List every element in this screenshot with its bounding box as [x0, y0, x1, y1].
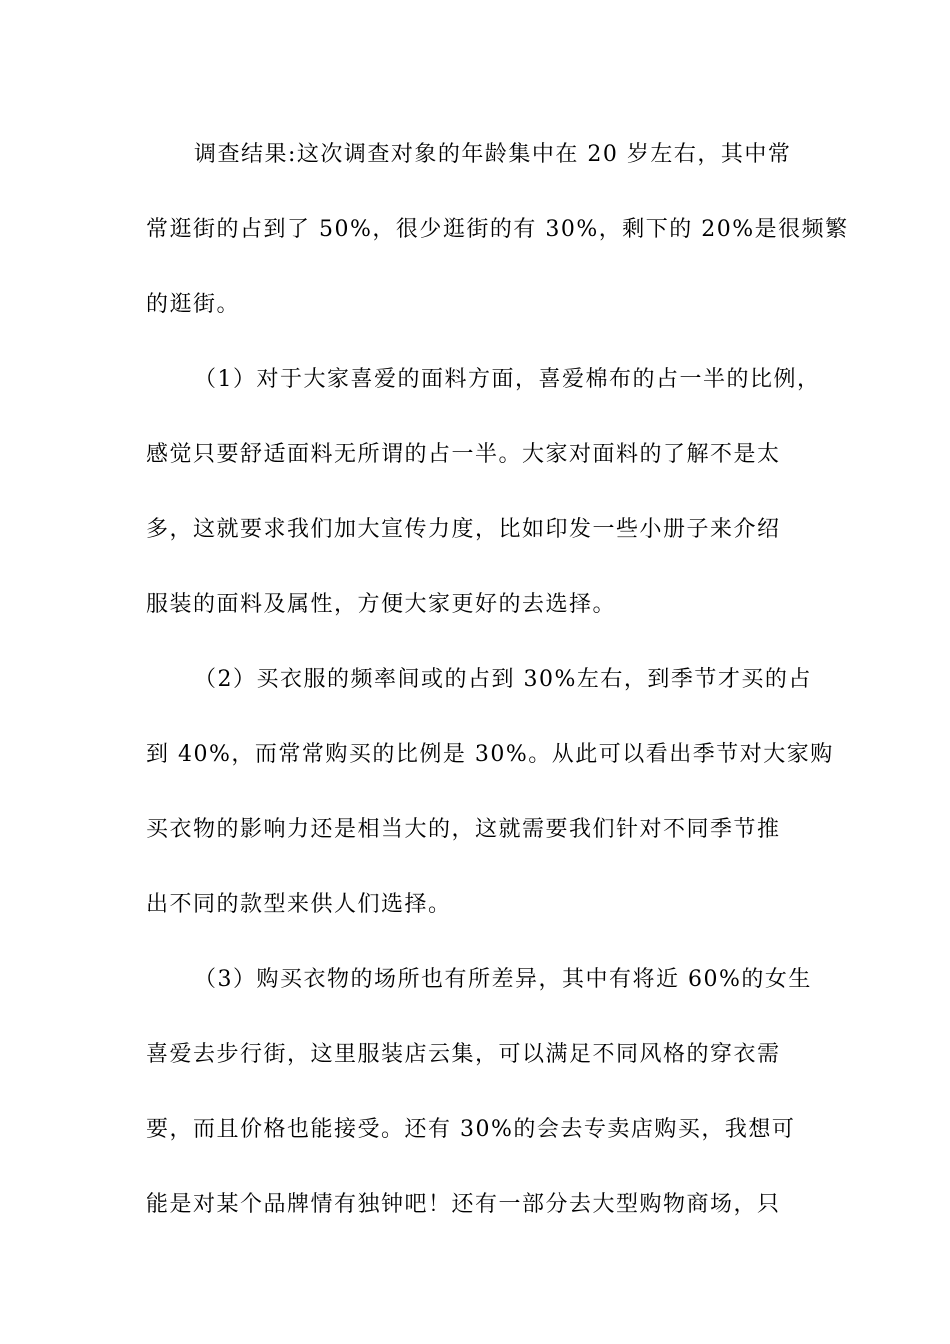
paragraph-line: 买衣物的影响力还是相当大的，这就需要我们针对不同季节推	[146, 817, 781, 842]
paragraph-line: 感觉只要舒适面料无所谓的占一半。大家对面料的了解不是太	[146, 442, 781, 467]
paragraph-line: （1）对于大家喜爱的面料方面，喜爱棉布的占一半的比例，	[194, 367, 821, 392]
paragraph-line: 出不同的款型来供人们选择。	[146, 892, 452, 917]
paragraph-survey-results	[146, 117, 849, 342]
paragraph-line: 喜爱去步行街，这里服装店云集，可以满足不同风格的穿衣需	[146, 1042, 781, 1067]
paragraph-line: 到 40%，而常常购买的比例是 30%。从此可以看出季节对大家购	[146, 742, 834, 767]
paragraph-line: 要，而且价格也能接受。还有 30%的会去专卖店购买，我想可	[146, 1117, 796, 1142]
paragraph-frequency	[146, 642, 834, 942]
paragraph-line: 服装的面料及属性，方便大家更好的去选择。	[146, 592, 617, 617]
paragraph-line: （2）买衣服的频率间或的占到 30%左右，到季节才买的占	[194, 667, 812, 692]
paragraph-shopping-venue	[146, 942, 816, 1242]
paragraph-fabric	[146, 342, 821, 642]
paragraph-line: 的逛街。	[146, 292, 241, 317]
paragraph-line: 能是对某个品牌情有独钟吧！还有一部分去大型购物商场，只	[146, 1192, 781, 1217]
paragraph-line: 多，这就要求我们加大宣传力度，比如印发一些小册子来介绍	[146, 517, 781, 542]
paragraph-line: 常逛街的占到了 50%，很少逛街的有 30%，剩下的 20%是很频繁	[146, 217, 849, 242]
paragraph-line: （3）购买衣物的场所也有所差异，其中有将近 60%的女生	[194, 967, 812, 992]
paragraph-line: 调查结果:这次调查对象的年龄集中在 20 岁左右，其中常	[194, 142, 792, 167]
